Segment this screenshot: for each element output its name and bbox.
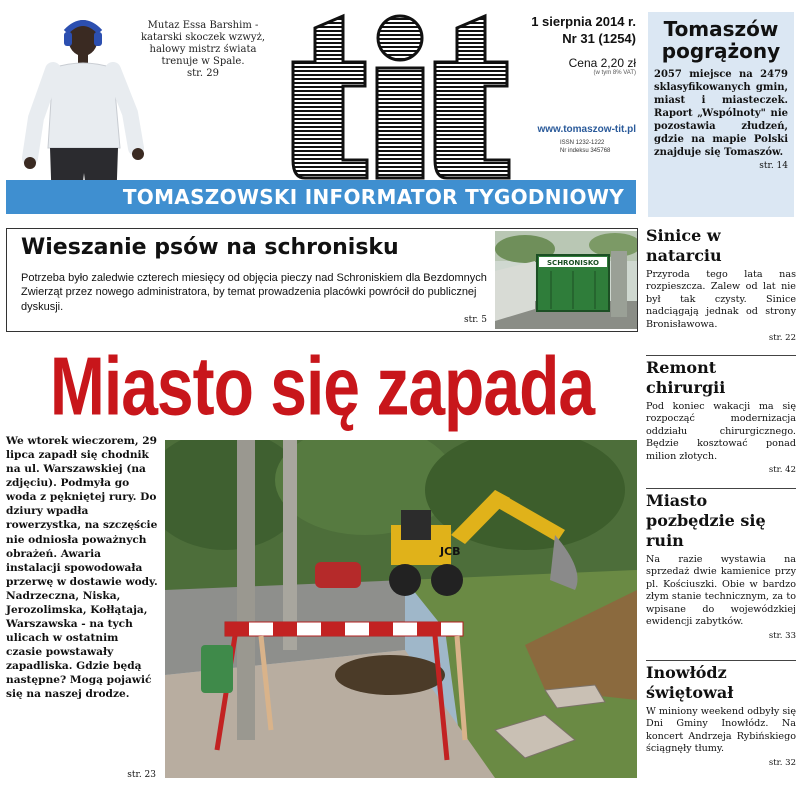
right-story-title: Inowłódz świętował	[646, 663, 734, 702]
right-column-divider	[646, 488, 796, 489]
right-story-page: str. 22	[768, 333, 796, 344]
right-story-text: Na razie wystawia na sprzedaż dwie kamienice przy pl. Kościuszki. Obie w bardzo złym stanie technicznym, za to wpisane do wojewódzkiej ewidencji zabytków.	[646, 554, 796, 628]
shelter-story-title: Wieszanie psów na schronisku	[21, 235, 399, 260]
right-story-text: W miniony weekend odbyły się Dni Gminy Inowłódz. Na koncert Andrzeja Rybińskiego ściągnęły tłumy.	[646, 706, 796, 755]
price: Cena 2,20 zł	[568, 56, 636, 70]
right-story-title: Sinice w natarciu	[646, 226, 722, 265]
top-right-title: Tomaszów pogrążony	[661, 17, 781, 63]
top-right-story[interactable]	[648, 12, 794, 217]
shelter-photo	[495, 231, 637, 329]
right-story-chirurgia[interactable]	[646, 358, 796, 475]
main-lead-page: str. 23	[127, 770, 156, 780]
issue-number: Nr 31 (1254)	[562, 31, 636, 46]
masthead-banner: TOMASZOWSKI INFORMATOR TYGODNIOWY	[6, 180, 636, 214]
shelter-story[interactable]	[6, 228, 638, 332]
main-photo-excavator	[165, 440, 637, 778]
athlete-caption-text: Mutaz Essa Barshim - katarski skoczek wzwyż, halowy mistrz świata trenuje w Spale.	[140, 20, 266, 67]
right-story-ruiny[interactable]	[646, 491, 796, 641]
right-story-page: str. 42	[768, 465, 796, 476]
shelter-sign: SCHRONISKO	[547, 259, 599, 267]
right-story-page: str. 32	[768, 757, 796, 768]
top-right-page: str. 14	[759, 161, 788, 171]
right-story-title: Remont chirurgii	[646, 358, 726, 397]
right-story-text: Pod koniec wakacji ma się rozpocząć modernizacja oddziału chirurgicznego. Będzie kosztować ponad milion złotych.	[646, 401, 796, 462]
issn: ISSN 1232-1222	[560, 140, 605, 146]
index-number: Nr indeksu 345768	[560, 147, 611, 154]
excavator-brand: JCB	[440, 545, 461, 558]
athlete-caption	[138, 20, 268, 80]
price-note: (w tym 8% VAT)	[593, 70, 636, 76]
right-story-title: Miasto pozbędzie się ruin	[646, 491, 766, 550]
right-story-text: Przyroda tego lata nas rozpieszcza. Zalew od lat nie był tak czysty. Sinice nadciągają jednak od strony Bronisławowa.	[646, 269, 796, 330]
athlete-caption-page: str. 29	[187, 68, 219, 79]
right-story-inowlodz[interactable]	[646, 663, 796, 768]
website-link[interactable]: www.tomaszow-tit.pl	[537, 124, 636, 135]
right-column-divider	[646, 660, 796, 661]
issue-date: 1 sierpnia 2014 r.	[531, 14, 636, 29]
shelter-story-page: str. 5	[464, 315, 487, 325]
shelter-story-text: Potrzeba było zaledwie czterech miesięcy od objęcia pieczy nad Schroniskiem dla Bezdomnych Zwierząt przez nowego administratora, by temat prowadzenia placówki powrócił do publicznej dyskusji.	[21, 272, 487, 313]
top-right-text: 2057 miejsce na 2479 sklasyfikowanych gmin, miast i miasteczek. Raport „Wspólnoty" nie pozostawia złudzeń, gdzie na mapie Polski znajduje się Tomaszów.	[654, 69, 788, 158]
right-story-page: str. 33	[768, 630, 796, 641]
main-headline[interactable]: Miasto się zapada	[49, 339, 595, 432]
main-lead-text: We wtorek wieczorem, 29 lipca zapadł się chodnik na ul. Warszawskiej (na zdjęciu). Podmyła go woda z pękniętej rury. Do dziury wpadła rowerzystka, na szczęście nie odniosła poważnych obrażeń. Awaria instalacji spowodowała przerwę w dostawie wody. Nadrzeczna, Niska, Jerozolimska, Kołłątaja, Warszawska - na tych ulicach w ostatnim czasie powstawały zapadliska. Gdzie będą następne? Mogą pojawić się na naszej drodze.	[6, 435, 158, 701]
issue-info	[518, 14, 636, 76]
right-story-sinice[interactable]	[646, 226, 796, 343]
tit-logo	[285, 10, 515, 185]
right-column-divider	[646, 355, 796, 356]
issn-info	[560, 140, 636, 156]
